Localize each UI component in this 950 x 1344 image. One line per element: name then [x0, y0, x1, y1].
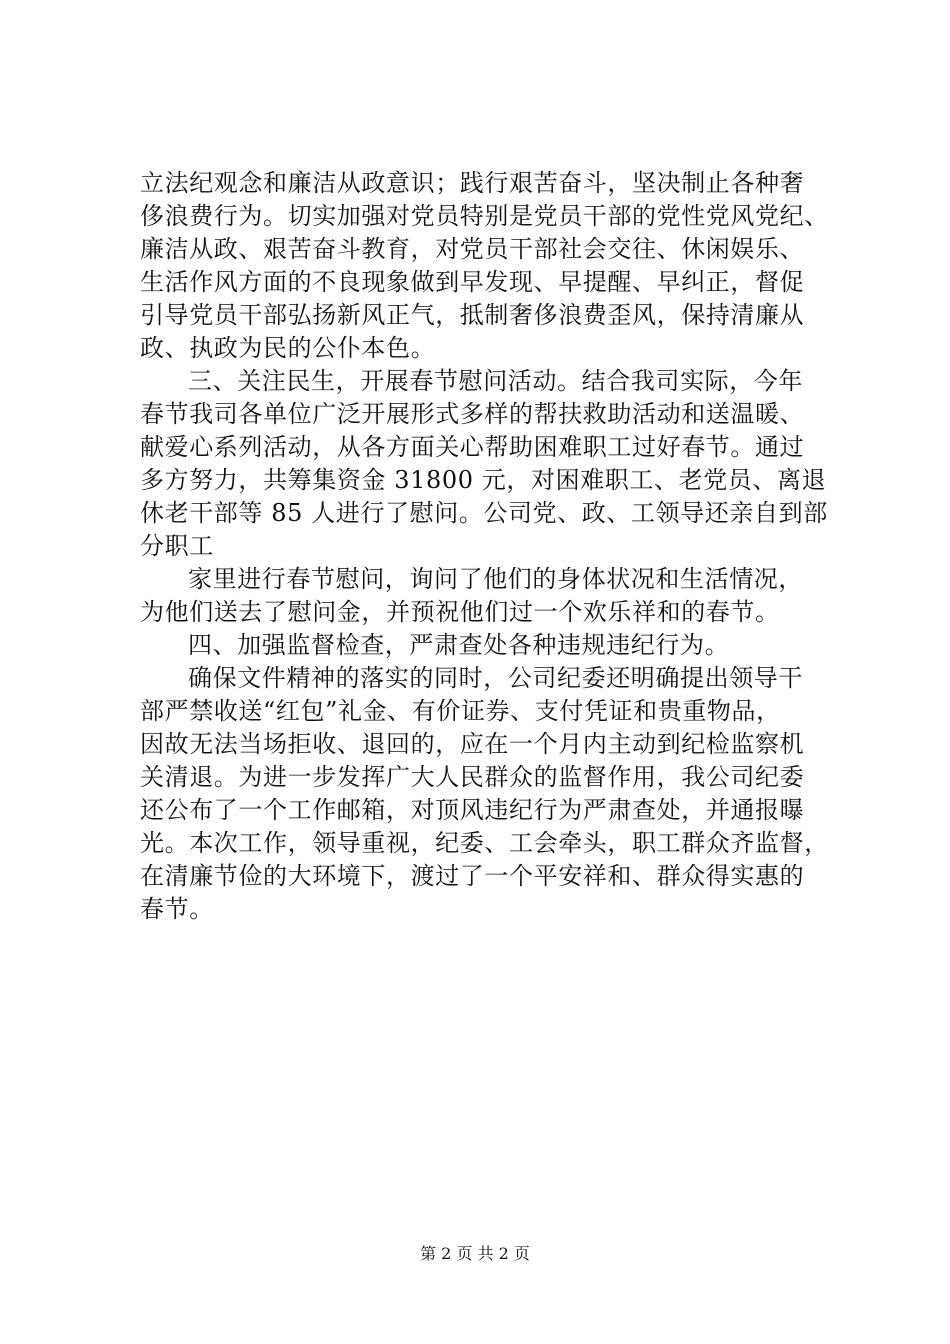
section-heading-line: 四、加强监督检查，严肃查处各种违规违纪行为。 [188, 631, 730, 659]
text-line: 政、执政为民的公仆本色。 [140, 334, 436, 362]
text-line: 确保文件精神的落实的同时，公司纪委还明确提出领导干 [188, 664, 803, 692]
text-line: 为他们送去了慰问金，并预祝他们过一个欢乐祥和的春节。 [140, 598, 780, 626]
text-line: 廉洁从政、艰苦奋斗教育，对党员干部社会交往、休闲娱乐、 [140, 235, 805, 263]
text-line: 分职工 [140, 532, 214, 560]
text-line: 因故无法当场拒收、退回的，应在一个月内主动到纪检监察机 [140, 730, 805, 758]
text-line: 光。本次工作，领导重视，纪委、工会牵头，职工群众齐监督， [140, 829, 829, 857]
text-line: 生活作风方面的不良现象做到早发现、早提醒、早纠正，督促 [140, 268, 805, 296]
text-line: 引导党员干部弘扬新风正气，抵制奢侈浪费歪风，保持清廉从 [140, 301, 805, 329]
text-line: 家里进行春节慰问，询问了他们的身体状况和生活情况， [188, 565, 803, 593]
text-line: 关清退。为进一步发挥广大人民群众的监督作用，我公司纪委 [140, 763, 805, 791]
section-heading-line: 三、关注民生，开展春节慰问活动。结合我司实际，今年 [188, 367, 803, 395]
text-line: 还公布了一个工作邮箱，对顶风违纪行为严肃查处，并通报曝 [140, 796, 805, 824]
text-line: 春节我司各单位广泛开展形式多样的帮扶救助活动和送温暖、 [140, 400, 805, 428]
page-number-footer: 第 2 页 共 2 页 [420, 1244, 530, 1263]
text-line: 侈浪费行为。切实加强对党员特别是党员干部的党性党风党纪、 [140, 202, 829, 230]
text-line: 在清廉节俭的大环境下，渡过了一个平安祥和、群众得实惠的 [140, 862, 805, 890]
text-line: 部严禁收送“红包”礼金、有价证券、支付凭证和贵重物品， [140, 697, 781, 725]
text-line: 休老干部等 85 人进行了慰问。公司党、政、工领导还亲自到部 [140, 499, 828, 527]
text-line: 献爱心系列活动，从各方面关心帮助困难职工过好春节。通过 [140, 433, 805, 461]
document-body [140, 167, 840, 926]
text-line: 立法纪观念和廉洁从政意识；践行艰苦奋斗，坚决制止各种奢 [140, 169, 805, 197]
text-line: 多方努力，共筹集资金 31800 元，对困难职工、老党员、离退 [140, 466, 827, 494]
text-line: 春节。 [140, 895, 214, 923]
